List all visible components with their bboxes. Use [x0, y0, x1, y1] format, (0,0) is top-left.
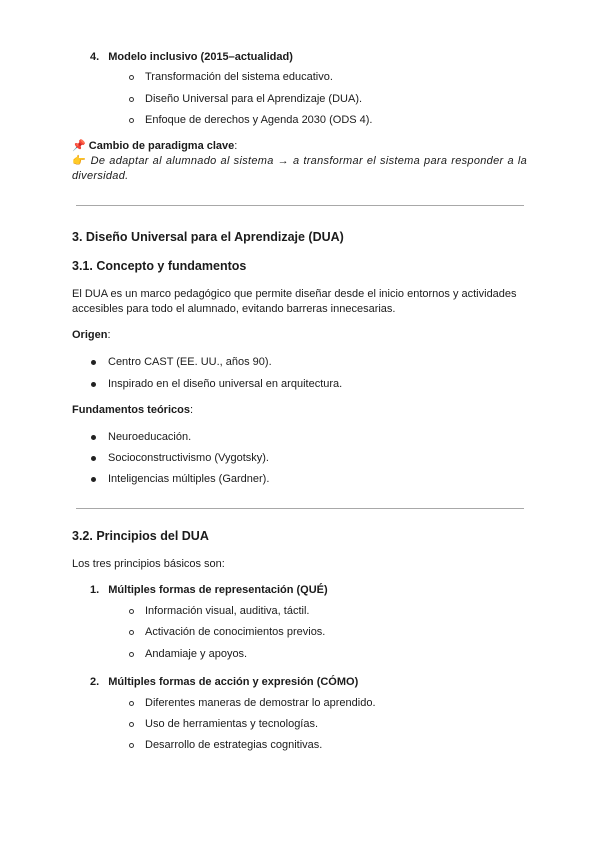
list-item-text: Uso de herramientas y tecnologías. [145, 718, 319, 730]
list-item-text: Diseño Universal para el Aprendizaje (DUA). [145, 93, 363, 105]
list-item-text: Desarrollo de estrategias cognitivas. [145, 739, 323, 751]
list-item-text: Neuroeducación. [108, 431, 192, 443]
list-item [91, 472, 269, 486]
bullet-icon [91, 435, 96, 440]
paradigm-heading [72, 139, 237, 153]
subsection-heading: 3.2. Principios del DUA [72, 529, 209, 543]
numbered-item-1 [90, 583, 328, 597]
item-title: Múltiples formas de representación (QUÉ) [108, 584, 328, 596]
list-item-text: Andamiaje y apoyos. [145, 648, 248, 660]
list-item [129, 647, 247, 661]
foundations-label: Fundamentos teóricos [72, 404, 190, 416]
circle-bullet-icon [129, 630, 134, 635]
list-item-text: Diferentes maneras de demostrar lo aprendido. [145, 697, 376, 709]
foundations-label-line: Fundamentos teóricos: [72, 404, 194, 416]
item-number: 1. [90, 584, 100, 596]
circle-bullet-icon [129, 743, 134, 748]
list-item [91, 430, 191, 444]
circle-bullet-icon [129, 97, 134, 102]
paradigm-text-block [72, 154, 527, 184]
horizontal-divider [76, 508, 524, 509]
item-number: 4. [90, 51, 100, 63]
list-item [129, 625, 325, 639]
list-item-text: Activación de conocimientos previos. [145, 626, 326, 638]
pushpin-icon: 📌 [72, 140, 86, 152]
bullet-icon [91, 360, 96, 365]
list-item-text: Enfoque de derechos y Agenda 2030 (ODS 4). [145, 114, 373, 126]
numbered-item-2 [90, 675, 358, 689]
paradigm-colon: : [234, 140, 238, 152]
subsection-heading: 3.1. Concepto y fundamentos [72, 259, 247, 273]
bullet-icon [91, 477, 96, 482]
numbered-item-4 [90, 50, 293, 64]
list-item [129, 604, 309, 618]
list-item-text: Información visual, auditiva, táctil. [145, 605, 310, 617]
list-item [91, 377, 342, 391]
circle-bullet-icon [129, 75, 134, 80]
bullet-icon [91, 382, 96, 387]
list-item [129, 696, 376, 710]
list-item-text: Inteligencias múltiples (Gardner). [108, 473, 270, 485]
list-item [129, 70, 333, 84]
list-item-text: Transformación del sistema educativo. [145, 71, 333, 83]
principles-intro: Los tres principios básicos son: [72, 558, 225, 570]
item-number: 2. [90, 676, 100, 688]
circle-bullet-icon [129, 609, 134, 614]
list-item [129, 738, 322, 752]
list-item-text: Centro CAST (EE. UU., años 90). [108, 356, 272, 368]
list-item [91, 451, 269, 465]
horizontal-divider [76, 205, 524, 206]
list-item [129, 717, 318, 731]
origin-label-line: Origen: [72, 329, 111, 341]
circle-bullet-icon [129, 701, 134, 706]
pointing-hand-icon: 👉 [72, 155, 87, 167]
list-item-text: Inspirado en el diseño universal en arquitectura. [108, 378, 343, 390]
list-item [91, 355, 272, 369]
paradigm-text: De adaptar al alumnado al sistema → a transformar el sistema para responder a la diversidad. [72, 155, 528, 182]
bullet-icon [91, 456, 96, 461]
circle-bullet-icon [129, 652, 134, 657]
item-title: Modelo inclusivo (2015–actualidad) [108, 51, 293, 63]
concept-paragraph: El DUA es un marco pedagógico que permite diseñar desde el inicio entornos y actividades accesibles para todo el alumnado, evitando barreras innecesarias. [72, 288, 517, 315]
list-item [129, 113, 373, 127]
origin-label: Origen [72, 329, 108, 341]
list-item [129, 92, 362, 106]
section-heading: 3. Diseño Universal para el Aprendizaje (DUA) [72, 230, 344, 244]
item-title: Múltiples formas de acción y expresión (CÓMO) [108, 676, 359, 688]
circle-bullet-icon [129, 118, 134, 123]
list-item-text: Socioconstructivismo (Vygotsky). [108, 452, 269, 464]
circle-bullet-icon [129, 722, 134, 727]
paradigm-title: Cambio de paradigma clave [88, 140, 235, 152]
